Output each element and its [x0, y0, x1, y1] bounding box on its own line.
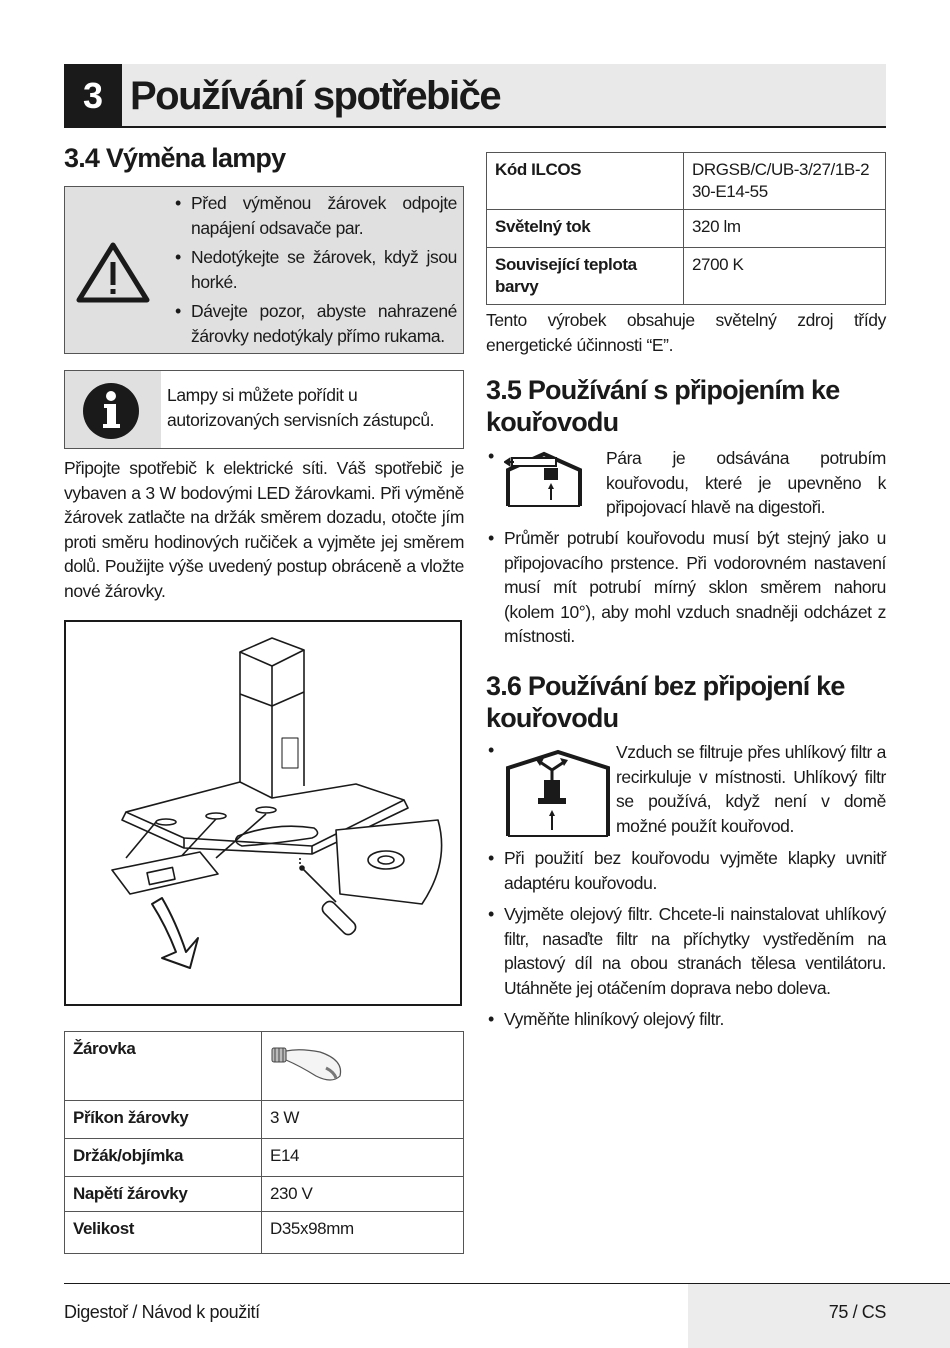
table-value: DRGSB/C/UB-3/27/1B-230-E14-55: [684, 153, 886, 210]
table-value: 230 V: [262, 1177, 464, 1212]
bullet-dot: •: [488, 446, 495, 466]
list-item: [486, 740, 886, 842]
footer-page-number: 75 / CS: [828, 1302, 886, 1322]
section-heading-3-5: 3.5 Používání s připojením ke kouřovodu: [486, 375, 840, 437]
warning-triangle-icon: [65, 187, 165, 355]
info-icon: [65, 371, 161, 450]
warning-item: • Před výměnou žárovek odpojte napájení odsavače par.: [173, 191, 457, 240]
table-value: 3 W: [262, 1101, 464, 1139]
section-3-6-list: [486, 846, 886, 1037]
table-value: 2700 K: [684, 248, 886, 305]
chapter-title: Používání spotřebiče: [130, 74, 501, 118]
bulb-icon: [270, 1038, 350, 1088]
warning-box: [64, 186, 464, 354]
table-key: Související teplota barvy: [487, 248, 684, 305]
table-value-cell: [262, 1032, 464, 1101]
table-value: D35x98mm: [262, 1212, 464, 1254]
energy-class-note: Tento výrobek obsahuje světelný zdroj třídy energetické účinnosti “E”.: [486, 310, 886, 355]
table-row: [65, 1139, 464, 1177]
table-row: [65, 1212, 464, 1254]
table-key: Žárovka: [65, 1032, 262, 1101]
hood-illustration-frame: [64, 620, 462, 1006]
info-icon-cell: [65, 371, 161, 448]
list-item: • Vyměňte hliníkový olejový filtr.: [486, 1007, 886, 1032]
table-value: 320 lm: [684, 210, 886, 248]
footer-page-box: [688, 1284, 950, 1348]
section-3-5-list: [486, 526, 886, 654]
warning-item: • Nedotýkejte se žárovek, když jsou horké.: [173, 245, 457, 294]
warning-text: [165, 187, 463, 353]
table-row: [65, 1032, 464, 1101]
footer-document-title: Digestoř / Návod k použití: [64, 1302, 260, 1322]
table-key: Světelný tok: [487, 210, 684, 248]
info-text: [161, 371, 463, 448]
table-key: Napětí žárovky: [65, 1177, 262, 1212]
table-row: [487, 210, 886, 248]
chapter-number: 3: [64, 64, 122, 128]
hood-lamp-replacement-illustration: [66, 622, 460, 1004]
list-item: • Vyjměte olejový filtr. Chcete-li nainstalovat uhlíkový filtr, nasaďte filtr na příchytky vystředěním na plastový díl na obou stranách tělesa ventilátoru. Utáhněte jej otáčením doprava nebo doleva.: [486, 902, 886, 1000]
table-key: Držák/objímka: [65, 1139, 262, 1177]
bullet-dot: •: [488, 740, 495, 760]
list-item: [486, 446, 886, 522]
warning-item: • Dávejte pozor, abyste nahrazené žárovky nedotýkaly přímo rukama.: [173, 299, 457, 348]
warning-icon-cell: [65, 187, 165, 353]
table-value: E14: [262, 1139, 464, 1177]
lamp-replacement-paragraph: Připojte spotřebič k elektrické síti. Váš spotřebič je vybaven a 3 W bodovými LED žárovkami. Při výměně žárovek zatlačte na držák směrem dozadu, otočte jím proti směru hodinových ručiček a vyjměte jej směrem dolů. Použijte výše uvedený postup obráceně a vložte nové žárovky.: [64, 458, 464, 601]
section-heading-3-4: 3.4 Výměna lampy: [64, 143, 286, 173]
recirculation-mode-icon: [504, 746, 610, 838]
table-key: Příkon žárovky: [65, 1101, 262, 1139]
bulb-spec-table: [64, 1031, 464, 1254]
ilcos-spec-table: [486, 152, 886, 305]
table-row: [65, 1101, 464, 1139]
bullet-text: Pára je odsávána potrubím kouřovodu, které je upevněno k připojovací hlavě na digestoři.: [606, 448, 886, 517]
table-row: [65, 1177, 464, 1212]
table-row: [487, 153, 886, 210]
bullet-text: Vzduch se filtruje přes uhlíkový filtr a recirkuluje v místnosti. Uhlíkový filtr se používá, když není v domě možné použít kouřovod.: [616, 742, 886, 836]
table-key: Velikost: [65, 1212, 262, 1254]
table-key: Kód ILCOS: [487, 153, 684, 210]
info-paragraph: Lampy si můžete pořídit u autorizovaných servisních zástupců.: [167, 385, 435, 430]
ducted-mode-icon: [504, 450, 584, 508]
info-box: [64, 370, 464, 449]
list-item: • Průměr potrubí kouřovodu musí být stejný jako u připojovacího prstence. Při vodorovném nastavení musí mít potrubí mírný sklon směrem nahoru (kolem 10°), aby mohl vzduch snadněji odcházet z místnosti.: [486, 526, 886, 649]
section-heading-3-6: 3.6 Používání bez připojení ke kouřovodu: [486, 671, 845, 733]
list-item: • Při použití bez kouřovodu vyjměte klapky uvnitř adaptéru kouřovodu.: [486, 846, 886, 895]
table-row: [487, 248, 886, 305]
